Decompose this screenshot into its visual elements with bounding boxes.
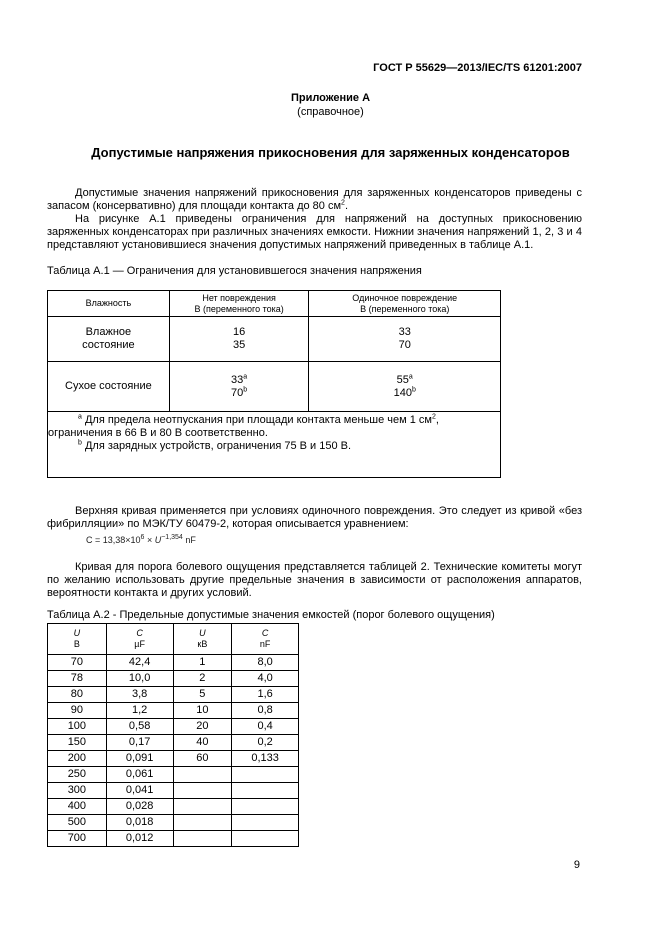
table-cell	[232, 783, 299, 799]
table-a2-header-cell: C µF	[106, 624, 173, 655]
cell-wet-single-fault: 33 70	[309, 317, 501, 362]
table-row	[48, 815, 299, 831]
table-a1-row-wet	[48, 317, 501, 362]
table-row	[48, 767, 299, 783]
table-cell: 1	[173, 655, 232, 671]
header-single-fault: Одиночное повреждение В (переменного тока)	[309, 291, 501, 317]
table-cell	[232, 799, 299, 815]
cell-dry-no-fault: 33$^a$ 70$^b$	[169, 362, 309, 412]
table-cell	[173, 799, 232, 815]
table-a1	[47, 290, 501, 478]
table-cell: 0,061	[106, 767, 173, 783]
table-cell	[232, 831, 299, 847]
table-a2-header-cell: C nF	[232, 624, 299, 655]
table-cell: 0,012	[106, 831, 173, 847]
main-title: Допустимые напряжения прикосновения для заряженных конденсаторов	[91, 145, 570, 160]
table-cell: 2	[173, 671, 232, 687]
table-cell	[173, 831, 232, 847]
table-row	[48, 655, 299, 671]
table-a1-header-row	[48, 291, 501, 317]
superscript: 2	[341, 199, 345, 207]
middle-paragraph-2: Кривая для порога болевого ощущения представляется таблицей 2. Технические комитеты могут по желанию использовать другие предельные значения в зависимости от расположения аппаратов, вероятности контакта и других условий.	[47, 561, 582, 599]
table-cell: 90	[48, 703, 107, 719]
table-cell: 250	[48, 767, 107, 783]
table-cell: 5	[173, 687, 232, 703]
table-cell: 500	[48, 815, 107, 831]
table-cell: 4,0	[232, 671, 299, 687]
table-row	[48, 783, 299, 799]
page-number: 9	[573, 859, 580, 871]
table-cell: 700	[48, 831, 107, 847]
table-row	[48, 671, 299, 687]
table-cell: 400	[48, 799, 107, 815]
note-a: $^a$ Для предела неотпускания при площади контакта меньше чем 1 $см^2$,	[78, 413, 439, 426]
table-cell	[173, 783, 232, 799]
table-cell: 20	[173, 719, 232, 735]
table-cell: 0,041	[106, 783, 173, 799]
table-row	[48, 831, 299, 847]
table-cell: 60	[173, 751, 232, 767]
table-cell: 0,4	[232, 719, 299, 735]
note-a-continued: ограничения в 66 В и 80 В соответственно.	[48, 427, 268, 439]
table-cell	[232, 767, 299, 783]
table-cell: 8,0	[232, 655, 299, 671]
cell-wet-no-fault: 16 35	[169, 317, 309, 362]
table-cell: 80	[48, 687, 107, 703]
formula: $C = 13,38\times 10^6 \times U^{-1,354}$ nF	[86, 534, 196, 545]
table-a1-notes	[48, 412, 501, 478]
table-row	[48, 751, 299, 767]
cell-dry-single-fault: 55$^a$ 140$^b$	[309, 362, 501, 412]
table-row	[48, 703, 299, 719]
table-cell	[173, 815, 232, 831]
table-row	[48, 687, 299, 703]
table-cell: 1,2	[106, 703, 173, 719]
table-cell	[232, 815, 299, 831]
table-cell: 0,018	[106, 815, 173, 831]
table-cell: 150	[48, 735, 107, 751]
intro-paragraph-2: На рисунке А.1 приведены ограничения для напряжений на доступных прикосновению заряженных конденсаторах при различных значениях емкости. Нижнии значения напряжений 1, 2, 3 и 4 представляют установившиеся значения допустимых напряжений приведенных в таблице А.1.	[47, 213, 582, 251]
table-cell: 0,58	[106, 719, 173, 735]
table-cell: 100	[48, 719, 107, 735]
middle-paragraph-1-block	[47, 505, 582, 531]
table-a1-notes-row	[48, 412, 501, 478]
table-row	[48, 719, 299, 735]
header-humidity: Влажность	[48, 291, 170, 317]
note-b: $^b$ Для зарядных устройств, ограничения 75 В и 150 В.	[78, 439, 352, 452]
table-cell: 10,0	[106, 671, 173, 687]
table-row	[48, 799, 299, 815]
table-cell: 78	[48, 671, 107, 687]
cell-wet-label: Влажное состояние	[48, 317, 170, 362]
table-cell: 70	[48, 655, 107, 671]
table-a1-caption: Таблица А.1 — Ограничения для установившегося значения напряжения	[47, 265, 422, 277]
table-cell: 200	[48, 751, 107, 767]
table-row	[48, 735, 299, 751]
table-cell: 42,4	[106, 655, 173, 671]
table-a2	[47, 623, 299, 847]
table-cell: 0,028	[106, 799, 173, 815]
middle-paragraph-2-block	[47, 561, 582, 600]
table-cell: 10	[173, 703, 232, 719]
table-cell: 40	[173, 735, 232, 751]
table-a1-row-dry	[48, 362, 501, 412]
table-cell: 0,091	[106, 751, 173, 767]
table-a2-caption: Таблица А.2 - Предельные допустимые значения емкостей (порог болевого ощущения)	[47, 609, 495, 621]
table-cell	[173, 767, 232, 783]
table-a2-header-row	[48, 624, 299, 655]
intro-text	[47, 187, 582, 252]
appendix-title: Приложение А	[290, 92, 371, 104]
middle-paragraph-1: Верхняя кривая применяется при условиях одиночного повреждения. Это следует из кривой «без фибрилляции» по МЭК/ТУ 60479-2, которая описывается уравнением:	[47, 505, 582, 530]
document-header: ГОСТ Р 55629—2013/IEC/TS 61201:2007	[373, 62, 582, 74]
table-cell: 0,17	[106, 735, 173, 751]
table-cell: 3,8	[106, 687, 173, 703]
table-cell: 300	[48, 783, 107, 799]
table-cell: 1,6	[232, 687, 299, 703]
table-a2-header-cell: U В	[48, 624, 107, 655]
header-no-fault: Нет повреждения В (переменного тока)	[169, 291, 309, 317]
cell-dry-label: Сухое состояние	[48, 362, 170, 412]
table-cell: 0,8	[232, 703, 299, 719]
appendix-subtitle: (справочное)	[297, 106, 364, 118]
table-cell: 0,2	[232, 735, 299, 751]
intro-paragraph-1: Допустимые значения напряжений прикосновения для заряженных конденсаторов приведены с запасом (консервативно) для площади контакта до 80 $см^2$.	[47, 187, 582, 212]
table-cell: 0,133	[232, 751, 299, 767]
table-a2-header-cell: U кВ	[173, 624, 232, 655]
